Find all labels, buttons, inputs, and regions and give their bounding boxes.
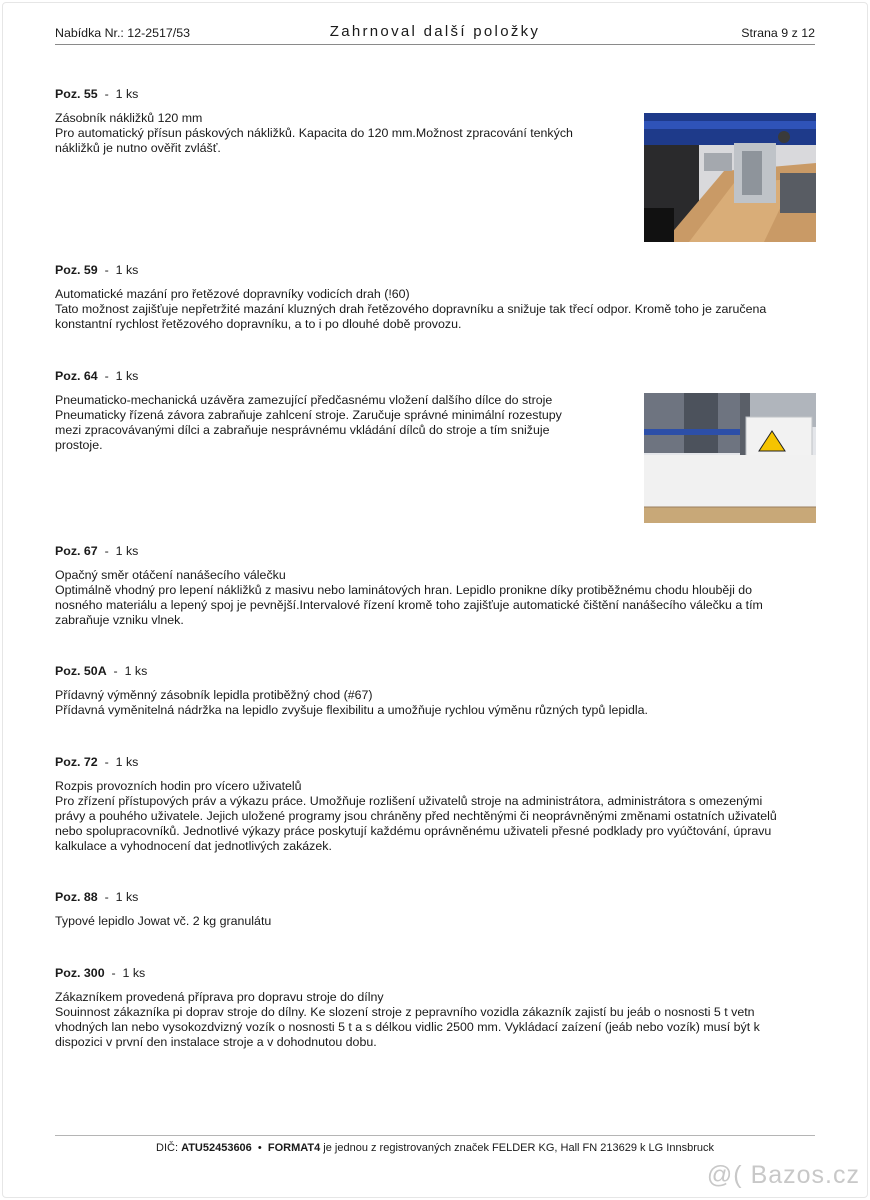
item-poz-59 <box>55 263 766 332</box>
footer-divider <box>55 1135 815 1136</box>
item-position: Poz. 59 - 1 ks <box>55 263 139 277</box>
item-poz-67 <box>55 544 763 628</box>
item-position: Poz. 300 - 1 ks <box>55 966 146 980</box>
item-poz-72 <box>55 755 777 854</box>
offer-number: Nabídka Nr.: 12-2517/53 <box>55 26 191 40</box>
item-position: Poz. 55 - 1 ks <box>55 87 139 101</box>
item-position: Poz. 64 - 1 ks <box>55 369 139 383</box>
page-number: Strana 9 z 12 <box>741 26 815 40</box>
item-position: Poz. 50A - 1 ks <box>55 664 148 678</box>
item-poz-50a <box>55 664 648 718</box>
item-description: Typové lepidlo Jowat vč. 2 kg granulátu <box>55 914 272 928</box>
bazos-watermark: @( Bazos.cz <box>706 1161 860 1189</box>
item-position: Poz. 72 - 1 ks <box>55 755 139 769</box>
item-description: Automatické mazání pro řetězové dopravníky vodicích drah (!60) Tato možnost zajišťuje nepřetržité mazání kluzných drah řetězového dopravníku a snižuje tak třecí odpor. Kromě toho je zaručena konstantní rychlost řetězového dopravníku, a to i po dlouhé době provozu. <box>55 287 767 331</box>
item-poz-64 <box>55 369 562 453</box>
page-title: Zahrnoval další položky <box>329 23 541 40</box>
pneumatic-gate-photo <box>644 393 816 523</box>
item-description: Zákazníkem provedená příprava pro dopravu stroje do dílny Souinnost zákazníka pi doprav stroje do dílny. Ke slození stroje z pepravního vozidla zákazník zajistí bu jeáb o nosnosti 5 t vetn vhodných lan nebo vysokozdvizný vozík o nosnosti 5 t a s délkou vidlic 2500 mm. Vykládací zaízení (jeáb nebo vozík) musí být k dispozici v první den instalace stroje a v dohodnutou dobu. <box>55 990 760 1049</box>
item-description: Zásobník nákližků 120 mm Pro automatický přísun páskových nákližků. Kapacita do 120 mm.Možnost zpracování tenkých nákližků je nutno ověřit zvlášť. <box>55 111 573 155</box>
item-poz-55 <box>55 87 573 156</box>
item-description: Opačný směr otáčení nanášecího válečku Optimálně vhodný pro lepení nákližků z masivu nebo laminátových hran. Lepidlo pronikne díky protiběžnému chodu hlouběji do nosného materiálu a lepený spoj je pevnější.Intervalové řízení kromě toho zajišťuje automatické čištění nanášecího válečku a tím zabraňuje vzniku vlnek. <box>55 568 763 627</box>
item-poz-88 <box>55 890 271 929</box>
item-description: Přídavný výměnný zásobník lepidla protiběžný chod (#67) Přídavná vyměnitelná nádržka na lepidlo zvyšuje flexibilitu a umožňuje rychlou výměnu různých typů lepidla. <box>55 688 648 717</box>
item-poz-300 <box>55 966 760 1050</box>
item-position: Poz. 67 - 1 ks <box>55 544 139 558</box>
item-description: Pneumaticko-mechanická uzávěra zamezující předčasnému vložení dalšího dílce do stroje Pneumaticky řízená závora zabraňuje zahlcení stroje. Zaručuje správné minimální rozestupy mezi zpracovávanými dílci a zabraňuje nesprávnému vkládání dílců do stroje a tím snižuje prostoje. <box>55 393 562 452</box>
item-position: Poz. 88 - 1 ks <box>55 890 139 904</box>
page-header <box>55 22 815 45</box>
item-description: Rozpis provozních hodin pro vícero uživatelů Pro zřízení přístupových práv a výkazu práce. Umožňuje rozlišení uživatelů stroje na administrátora, administrátora s omezenými právy a pouhého uživatele. Jejich uložené programy jsou chráněny před nechtěnými či neoprávněnými změnami ostatních uživatelů nebo spolupracovníků. Jednotlivé výkazy práce poskytují každému oprávněnému uživateli přesné podklady pro vyúčtování, úpravu kalkulace a vyhodnocení dat jednotlivých zakázek. <box>55 779 777 853</box>
page-footer: DIČ: ATU52453606 • FORMAT4 je jednou z registrovaných značek FELDER KG, Hall FN 213629 k LG Innsbruck <box>156 1142 714 1154</box>
edge-banding-magazine-photo <box>644 113 816 242</box>
